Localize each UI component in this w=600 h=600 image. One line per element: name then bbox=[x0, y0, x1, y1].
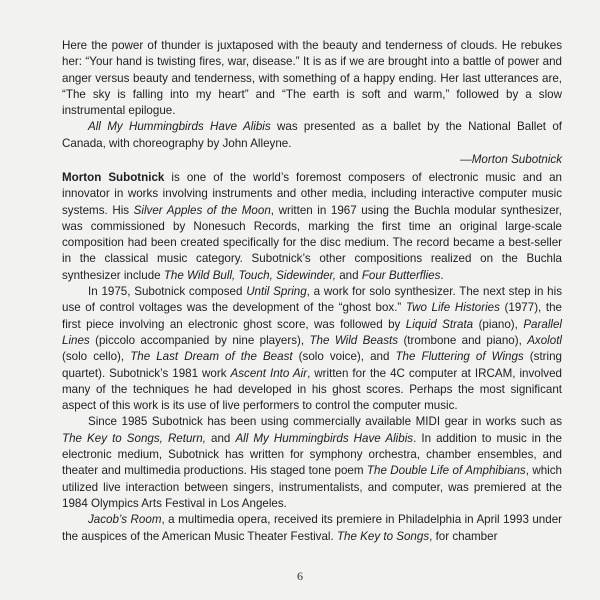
body-text: . In addition to music in the electronic medium, Subotnick has written for symphony orchestra, chamber ensembles, and theater and multimedia productions. His staged tone poem bbox=[62, 431, 562, 478]
body-text: , a work for solo synthesizer. The next step in his use of control voltages was the development of the “ghost box.” bbox=[62, 285, 562, 315]
body-text: (1977), the first piece involving an electronic ghost score, was followed by bbox=[62, 301, 562, 331]
body-text: (piccolo accompanied by nine players), bbox=[89, 333, 310, 347]
work-title: The Fluttering of Wings bbox=[395, 350, 524, 364]
body-text: In 1975, Subotnick composed bbox=[88, 285, 247, 299]
bio-paragraph-4 bbox=[62, 512, 562, 545]
body-text: (solo cello), bbox=[62, 350, 131, 364]
body-text: , which utilized live interaction between singers, instrumentalists, and computer, was premiered at the 1984 Olympics Arts Festival in Los Angeles. bbox=[62, 464, 562, 510]
bio-paragraph-2 bbox=[62, 284, 562, 414]
work-title: Liquid Strata bbox=[405, 317, 474, 331]
work-title: All My Hummingbirds Have Alibis bbox=[235, 431, 414, 445]
work-title: Ascent Into Air bbox=[230, 366, 308, 380]
work-title: The Key to Songs bbox=[336, 529, 430, 543]
body-text: Since 1985 Subotnick has been using commercially available MIDI gear in works such as bbox=[88, 415, 562, 429]
body-text: , written for the 4C computer at IRCAM, involved many of the techniques he had developed in his ghost scores. Perhaps the most significant aspect of this work is its use of live performers to control the computer music. bbox=[62, 366, 563, 413]
body-text: (string quartet). Subotnick’s 1981 work bbox=[62, 350, 563, 380]
body-text: , for chamber bbox=[429, 529, 498, 543]
body-text: and bbox=[336, 268, 362, 282]
work-title: Two Life Histories bbox=[405, 301, 500, 315]
body-text: and bbox=[205, 431, 236, 445]
work-title: The Last Dream of the Beast bbox=[130, 350, 293, 364]
body-text: is one of the world’s foremost composers of electronic music and an innovator in works involving instruments and other media, including interactive computer music systems. His bbox=[62, 171, 562, 217]
work-title: The Key to Songs, Return, bbox=[62, 431, 206, 445]
work-title: Axolotl bbox=[527, 333, 562, 347]
bio-paragraph-1 bbox=[62, 170, 562, 284]
work-title: Until Spring bbox=[246, 285, 307, 299]
signature: —Morton Subotnick bbox=[460, 153, 562, 167]
work-title: Jacob’s Room bbox=[88, 513, 162, 527]
intro-section bbox=[62, 38, 562, 168]
body-text: (trombone and piano), bbox=[398, 333, 528, 347]
bio-section bbox=[62, 170, 562, 545]
body-text: (solo voice), and bbox=[292, 350, 396, 364]
page-number: 6 bbox=[297, 569, 303, 583]
work-title: The Double Life of Amphibians bbox=[366, 464, 526, 478]
bio-paragraph-3 bbox=[62, 414, 562, 512]
intro-paragraph: Here the power of thunder is juxtaposed with the beauty and tenderness of clouds. He rebukes her: “Your hand is twisting fires, war, disease.” It is as if we are brought into a battle of power and anger versus beauty and tenderness, with something of a happy ending. Her last utterances are, “The sky is falling into my heart” and “The earth is soft and warm,” followed by a slow instrumental epilogue. bbox=[62, 39, 562, 118]
composer-name: Morton Subotnick bbox=[62, 171, 165, 184]
body-text: , a multimedia opera, received its premiere in Philadelphia in April 1993 under the auspices of the American Music Theater Festival. bbox=[62, 513, 562, 543]
work-title: The Wild Bull, Touch, Sidewinder, bbox=[163, 268, 337, 282]
work-title: Silver Apples of the Moon bbox=[133, 203, 271, 217]
work-title: Parallel Lines bbox=[62, 317, 562, 347]
work-title: Four Butterflies bbox=[361, 268, 441, 282]
work-title: All My Hummingbirds Have Alibis bbox=[88, 120, 271, 134]
body-text: was presented as a ballet by the National Ballet of Canada, with choreography by John Alleyne. bbox=[62, 120, 562, 150]
work-title: The Wild Beasts bbox=[309, 333, 399, 347]
ballet-paragraph bbox=[62, 119, 562, 152]
body-text: . bbox=[440, 268, 444, 282]
body-text: (piano), bbox=[473, 317, 524, 331]
body-text: , written in 1967 using the Buchla modular synthesizer, was commissioned by Nonesuch Records, marking the first time an original large-scale composition had been created specifically for the disc medium. The record became a best-seller in the classical music category. Subotnick’s other compositions realized on the Buchla synthesizer include bbox=[62, 203, 562, 282]
